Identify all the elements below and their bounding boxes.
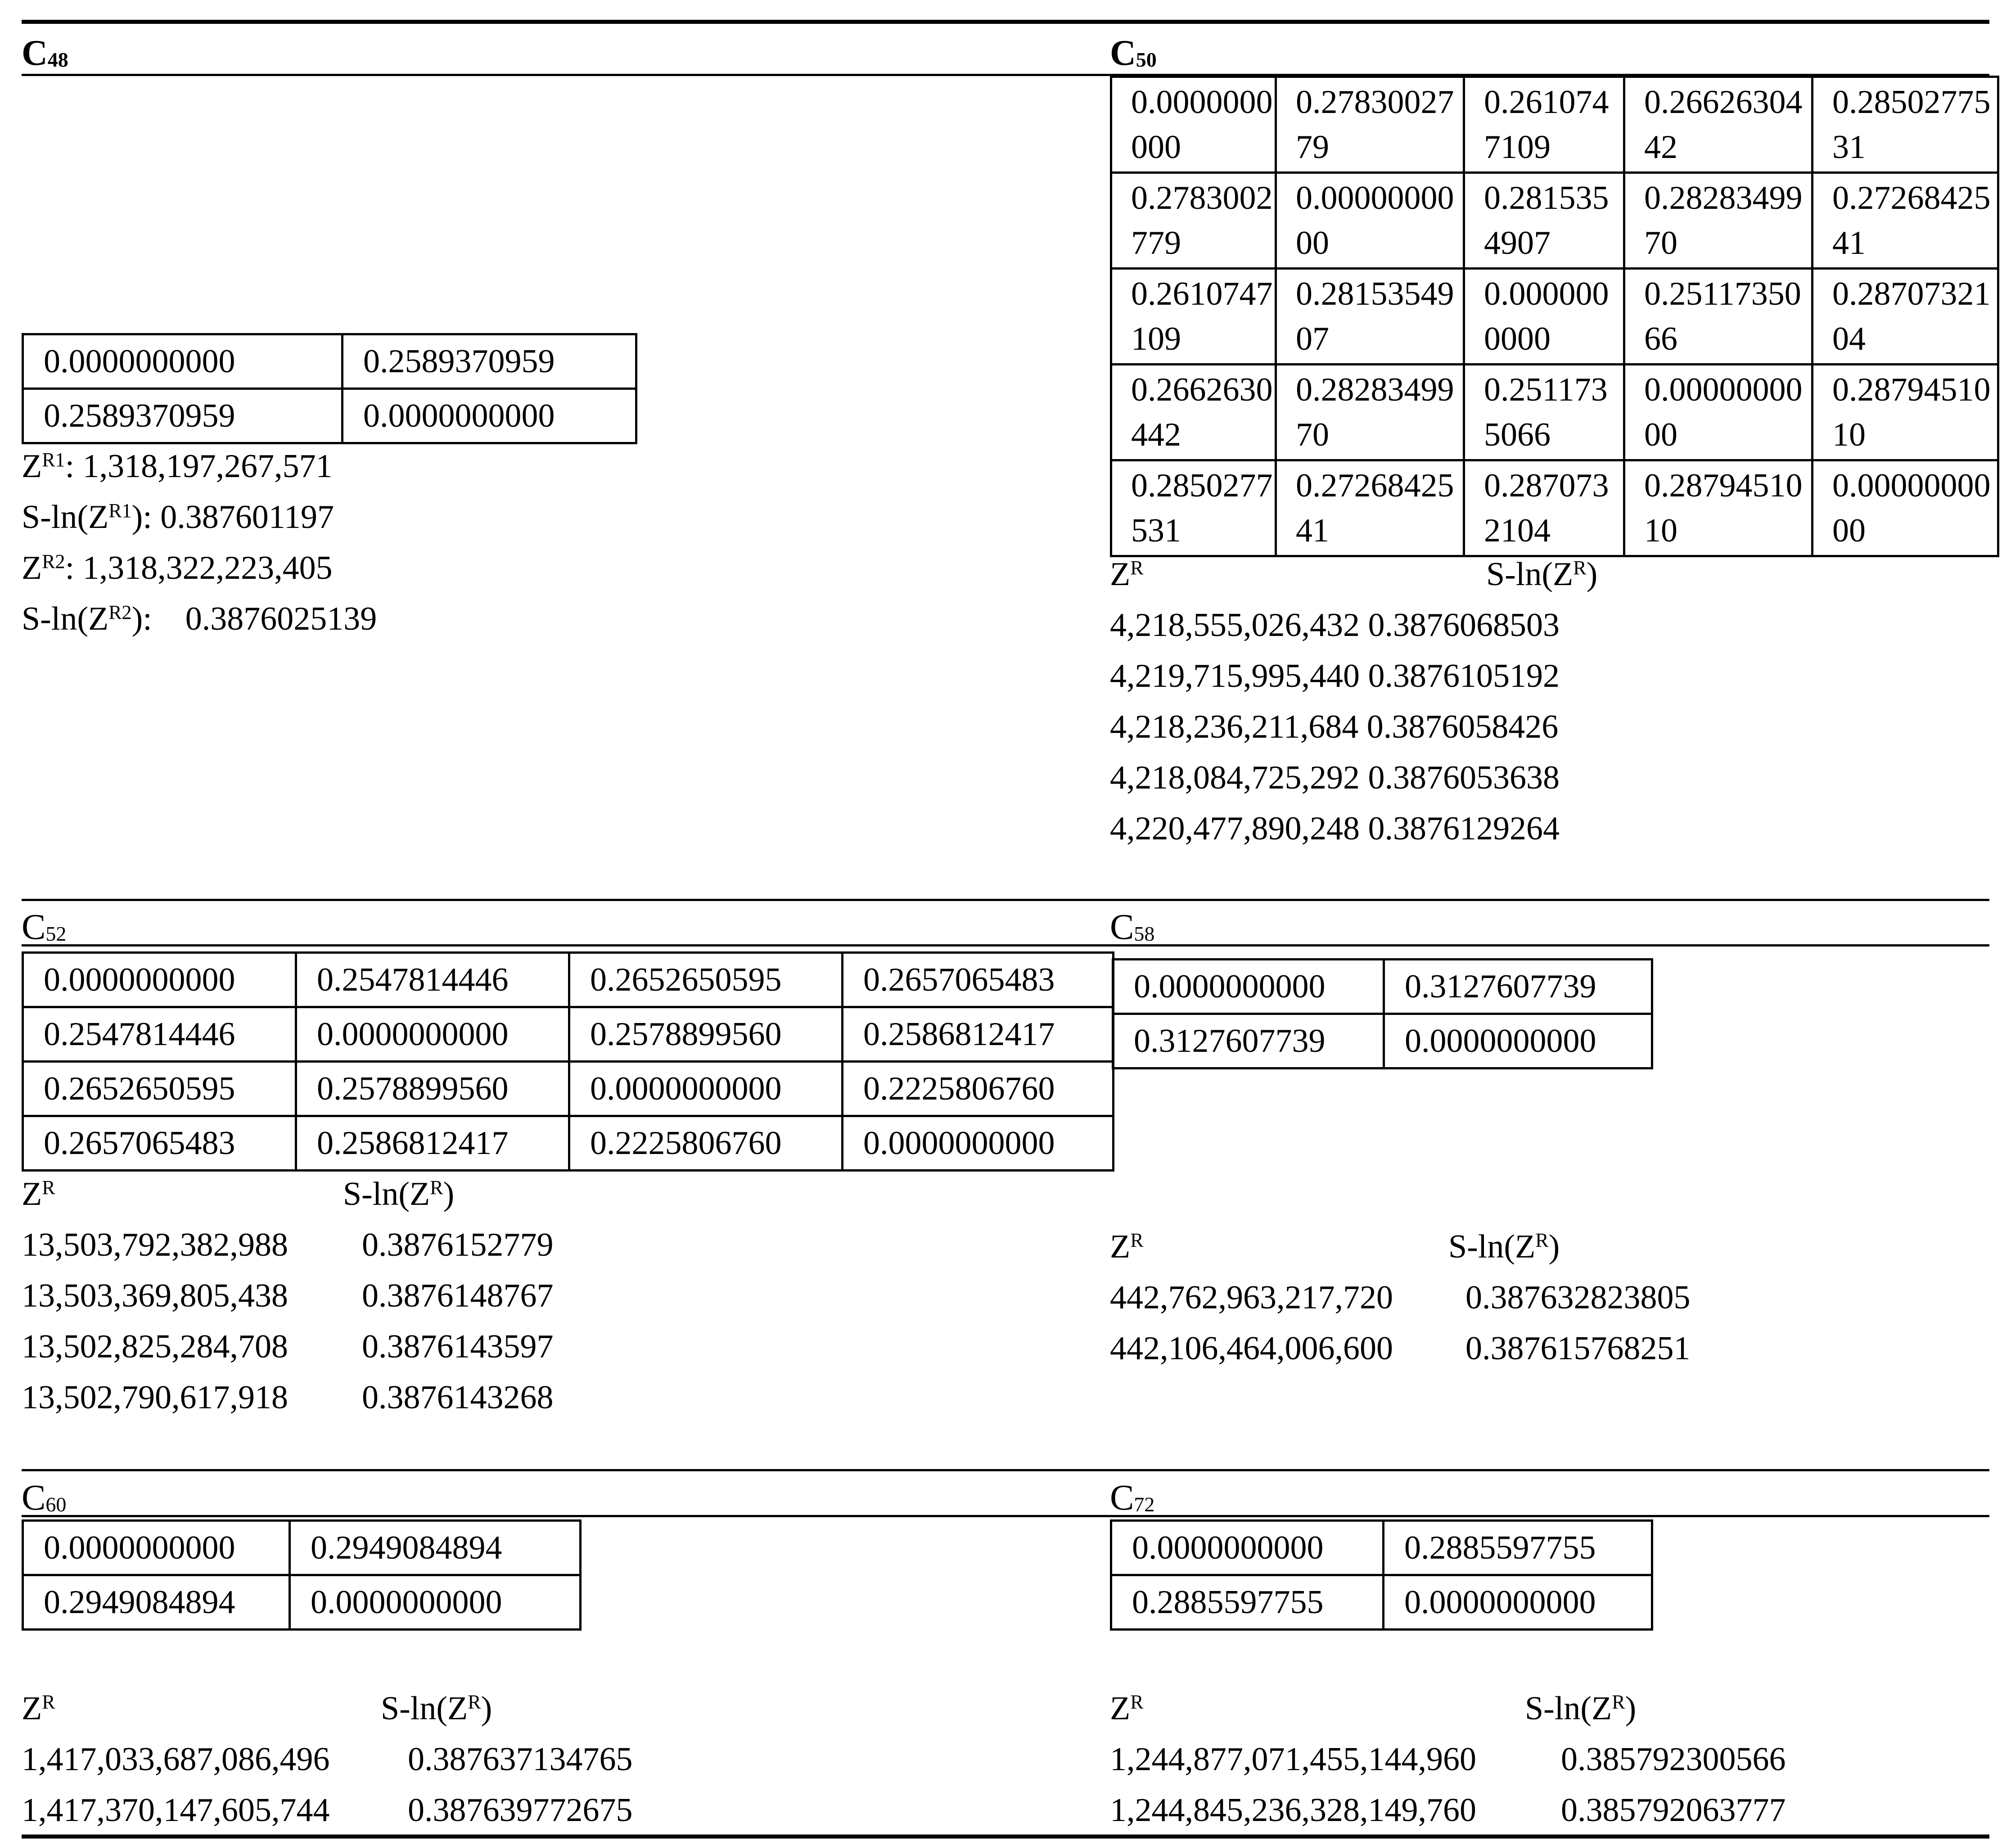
sln-value: 0.385792063777 (1561, 1792, 1786, 1829)
sln-value: 0.387637134765 (408, 1741, 633, 1778)
matrix-cell: 0.0000000000 (23, 1521, 290, 1575)
separator-rule-row2 (22, 899, 1989, 901)
matrix-cell: 0.2547814446 (23, 1007, 296, 1062)
matrix-cell: 0.2870732104 (1464, 460, 1624, 556)
sln-value: 0.387615768251 (1465, 1330, 1691, 1367)
stat-value: 1,318,322,223,405 (82, 550, 333, 586)
section-title-c52 (22, 909, 66, 945)
matrix-cell: 0.2662630442 (1624, 77, 1813, 173)
section-label-subscript: 48 (47, 48, 68, 71)
stat-value: 1,318,197,267,571 (82, 448, 333, 485)
matrix-cell: 0.2879451010 (1813, 365, 1998, 460)
result-row (1110, 803, 1560, 854)
sln-value: 0.387639772675 (408, 1792, 633, 1829)
header-label: Z (1110, 1228, 1131, 1265)
matrix-cell: 0.2652650595 (23, 1062, 296, 1116)
matrix-c58 (1112, 958, 1653, 1069)
zr-value: 1,244,845,236,328,149,760 (1110, 1792, 1476, 1829)
sln-value: 0.3876053638 (1368, 759, 1560, 796)
section-label: C (22, 907, 46, 947)
section-label: C (1110, 33, 1136, 73)
matrix-cell: 0.2850277531 (1111, 460, 1276, 556)
matrix-row (23, 389, 636, 443)
header-label: S-ln(Z (343, 1176, 430, 1212)
matrix-cell: 0.2586812417 (296, 1116, 569, 1171)
matrix-cell: 0.2610747109 (1464, 77, 1624, 173)
stat-sup: R1 (108, 500, 132, 522)
matrix-cell: 0.0000000000 (296, 1007, 569, 1062)
matrix-cell: 0.0000000000 (843, 1116, 1114, 1171)
header-rule-row2 (22, 944, 1989, 947)
sln-value: 0.3876143597 (362, 1328, 554, 1365)
column-header-zr (22, 1683, 55, 1734)
matrix-cell: 0.2589370959 (23, 389, 343, 443)
matrix-row (1111, 365, 1998, 460)
result-row (1110, 651, 1560, 702)
matrix-cell: 0.2652650595 (569, 953, 843, 1007)
header-sup: R (42, 1176, 55, 1199)
stat-sep: : (65, 550, 83, 586)
matrix-cell: 0.2726842541 (1813, 173, 1998, 269)
matrix-cell: 0.2589370959 (343, 334, 636, 389)
matrix-cell: 0.2783002779 (1111, 173, 1276, 269)
stat-sln-zr2 (22, 594, 377, 645)
section-label: C (22, 33, 48, 73)
header-close: ) (443, 1176, 455, 1212)
zr-value: 4,220,477,890,248 (1110, 810, 1360, 847)
stat-zr2 (22, 543, 333, 594)
result-row (1110, 1272, 1691, 1323)
matrix-cell: 0.2511735066 (1624, 269, 1813, 365)
section-label-subscript: 58 (1134, 922, 1155, 945)
result-row (22, 1220, 554, 1271)
header-rule-row3 (22, 1515, 1989, 1517)
matrix-cell: 0.2586812417 (843, 1007, 1114, 1062)
stat-value: 0.3876025139 (185, 600, 377, 637)
matrix-cell: 0.0000000000 (1276, 173, 1464, 269)
matrix-cell: 0.2657065483 (843, 953, 1114, 1007)
zr-value: 442,106,464,006,600 (1110, 1330, 1393, 1367)
matrix-cell: 0.2511735066 (1464, 365, 1624, 460)
matrix-cell: 0.0000000000 (290, 1575, 581, 1630)
matrix-cell: 0.2662630442 (1111, 365, 1276, 460)
matrix-cell: 0.2610747109 (1111, 269, 1276, 365)
stat-sep: : (65, 448, 83, 485)
matrix-cell: 0.2885597755 (1384, 1521, 1652, 1575)
matrix-cell: 0.0000000000 (23, 334, 343, 389)
matrix-row (23, 334, 636, 389)
matrix-cell: 0.2578899560 (569, 1007, 843, 1062)
sln-value: 0.3876148767 (362, 1277, 554, 1314)
matrix-cell: 0.0000000000 (1113, 960, 1384, 1014)
result-row (1110, 1785, 1786, 1836)
matrix-row (1113, 960, 1652, 1014)
matrix-row (23, 953, 1114, 1007)
header-close: ) (1625, 1690, 1637, 1727)
zr-value: 4,218,555,026,432 (1110, 607, 1360, 644)
column-header-sln (1486, 549, 1597, 600)
matrix-cell: 0.2225806760 (569, 1116, 843, 1171)
matrix-cell: 0.2885597755 (1111, 1575, 1384, 1630)
matrix-cell: 0.2547814446 (296, 953, 569, 1007)
zr-value: 1,417,370,147,605,744 (22, 1792, 330, 1829)
header-close: ) (1586, 556, 1598, 593)
sln-value: 0.3876129264 (1368, 810, 1560, 847)
result-row (1110, 1734, 1786, 1785)
header-label: Z (22, 1176, 42, 1212)
section-label-subscript: 50 (1136, 48, 1157, 71)
header-label: Z (1110, 1690, 1131, 1727)
zr-value: 13,503,369,805,438 (22, 1277, 288, 1314)
result-row (1110, 702, 1558, 753)
result-row (22, 1785, 633, 1836)
section-title-c58 (1110, 909, 1154, 945)
matrix-cell: 0.2815354907 (1276, 269, 1464, 365)
matrix-cell: 0.2949084894 (23, 1575, 290, 1630)
zr-value: 4,219,715,995,440 (1110, 658, 1360, 694)
matrix-cell: 0.0000000000 (1624, 365, 1813, 460)
matrix-cell: 0.0000000000 (1813, 460, 1998, 556)
column-header-sln (381, 1683, 492, 1734)
matrix-c72 (1110, 1519, 1653, 1631)
matrix-row (23, 1116, 1114, 1171)
header-sup: R (1130, 1229, 1144, 1251)
header-label: Z (22, 1690, 42, 1727)
matrix-row (23, 1521, 581, 1575)
matrix-c52 (22, 951, 1114, 1172)
matrix-cell: 0.0000000000 (1111, 1521, 1384, 1575)
matrix-cell: 0.0000000000 (23, 953, 296, 1007)
header-close: ) (481, 1690, 492, 1727)
matrix-cell: 0.0000000000 (1464, 269, 1624, 365)
section-label-subscript: 52 (45, 922, 67, 945)
header-close: ) (1548, 1228, 1560, 1265)
matrix-c48 (22, 333, 637, 444)
matrix-cell: 0.2783002779 (1276, 77, 1464, 173)
stat-sep: ): (131, 499, 161, 536)
zr-value: 1,417,033,687,086,496 (22, 1741, 330, 1778)
sln-value: 0.3876068503 (1368, 607, 1560, 644)
matrix-row (1111, 269, 1998, 365)
matrix-row (1111, 77, 1998, 173)
header-sup: R (1535, 1229, 1549, 1251)
matrix-cell: 0.3127607739 (1113, 1014, 1384, 1068)
zr-value: 4,218,236,211,684 (1110, 708, 1359, 745)
zr-value: 4,218,084,725,292 (1110, 759, 1360, 796)
matrix-cell: 0.0000000000 (1384, 1014, 1652, 1068)
zr-value: 442,762,963,217,720 (1110, 1279, 1393, 1316)
zr-value: 13,502,790,617,918 (22, 1379, 288, 1416)
stat-label: S-ln(Z (22, 499, 109, 536)
zr-value: 13,503,792,382,988 (22, 1226, 288, 1263)
matrix-cell: 0.2657065483 (23, 1116, 296, 1171)
matrix-row (1111, 1575, 1652, 1630)
matrix-cell: 0.2828349970 (1276, 365, 1464, 460)
section-title-c50 (1110, 35, 1157, 71)
sln-value: 0.3876058426 (1366, 708, 1559, 745)
zr-value: 13,502,825,284,708 (22, 1328, 288, 1365)
stat-label: Z (22, 448, 42, 485)
stat-label: S-ln(Z (22, 600, 109, 637)
matrix-cell: 0.2879451010 (1624, 460, 1813, 556)
sln-value: 0.3876105192 (1368, 658, 1560, 694)
header-sup: R (1130, 1691, 1144, 1713)
header-sup: R (468, 1691, 481, 1713)
matrix-cell: 0.0000000000 (1384, 1575, 1652, 1630)
header-sup: R (1130, 557, 1144, 579)
matrix-cell: 0.0000000000 (569, 1062, 843, 1116)
section-label: C (22, 1478, 46, 1518)
sln-value: 0.385792300566 (1561, 1741, 1786, 1778)
header-sup: R (1612, 1691, 1625, 1713)
header-label: S-ln(Z (1486, 556, 1574, 593)
column-header-sln (343, 1169, 454, 1220)
header-label: S-ln(Z (1525, 1690, 1612, 1727)
header-label: S-ln(Z (381, 1690, 468, 1727)
column-header-sln (1525, 1683, 1636, 1734)
matrix-cell: 0.2828349970 (1624, 173, 1813, 269)
matrix-row (1111, 460, 1998, 556)
section-label: C (1110, 907, 1134, 947)
matrix-cell: 0.2726842541 (1276, 460, 1464, 556)
matrix-row (1111, 173, 1998, 269)
column-header-zr (1110, 1683, 1144, 1734)
zr-value: 1,244,877,071,455,144,960 (1110, 1741, 1476, 1778)
matrix-row (23, 1062, 1114, 1116)
stat-label: Z (22, 550, 42, 586)
matrix-c60 (22, 1519, 582, 1631)
sln-value: 0.387632823805 (1465, 1279, 1691, 1316)
header-label: Z (1110, 556, 1131, 593)
section-label-subscript: 60 (45, 1493, 67, 1516)
stat-zr1 (22, 441, 333, 492)
matrix-cell: 0.0000000000 (343, 389, 636, 443)
stat-sup: R2 (42, 550, 65, 572)
stat-sep: ): (131, 600, 185, 637)
section-title-c72 (1110, 1480, 1154, 1516)
section-title-c60 (22, 1480, 66, 1516)
header-label: S-ln(Z (1448, 1228, 1536, 1265)
result-row (22, 1734, 633, 1785)
matrix-cell: 0.3127607739 (1384, 960, 1652, 1014)
column-header-zr (1110, 549, 1144, 600)
section-title-c48 (22, 35, 68, 71)
matrix-row (1113, 1014, 1652, 1068)
result-row (1110, 753, 1560, 803)
matrix-row (23, 1575, 581, 1630)
stat-sup: R2 (108, 601, 132, 623)
stat-value: 0.387601197 (160, 499, 334, 536)
matrix-c50 (1110, 76, 1999, 557)
header-sup: R (430, 1176, 443, 1199)
matrix-cell: 0.2870732104 (1813, 269, 1998, 365)
matrix-cell: 0.2850277531 (1813, 77, 1998, 173)
stat-sup: R1 (42, 449, 65, 471)
matrix-cell: 0.2225806760 (843, 1062, 1114, 1116)
header-sup: R (42, 1691, 55, 1713)
result-row (22, 1321, 554, 1372)
column-header-zr (1110, 1221, 1144, 1272)
sln-value: 0.3876143268 (362, 1379, 554, 1416)
matrix-row (1111, 1521, 1652, 1575)
section-label-subscript: 72 (1134, 1493, 1155, 1516)
result-row (22, 1372, 554, 1423)
result-row (1110, 1323, 1691, 1374)
matrix-cell: 0.2949084894 (290, 1521, 581, 1575)
column-header-zr (22, 1169, 55, 1220)
top-rule (22, 20, 1989, 24)
matrix-cell: 0.0000000000 (1111, 77, 1276, 173)
matrix-cell: 0.2815354907 (1464, 173, 1624, 269)
stat-sln-zr1 (22, 492, 334, 543)
matrix-cell: 0.2578899560 (296, 1062, 569, 1116)
section-label: C (1110, 1478, 1134, 1518)
sln-value: 0.3876152779 (362, 1226, 554, 1263)
matrix-row (23, 1007, 1114, 1062)
header-sup: R (1573, 557, 1587, 579)
separator-rule-row3 (22, 1469, 1989, 1471)
column-header-sln (1448, 1221, 1560, 1272)
result-row (22, 1271, 554, 1321)
result-row (1110, 600, 1560, 651)
